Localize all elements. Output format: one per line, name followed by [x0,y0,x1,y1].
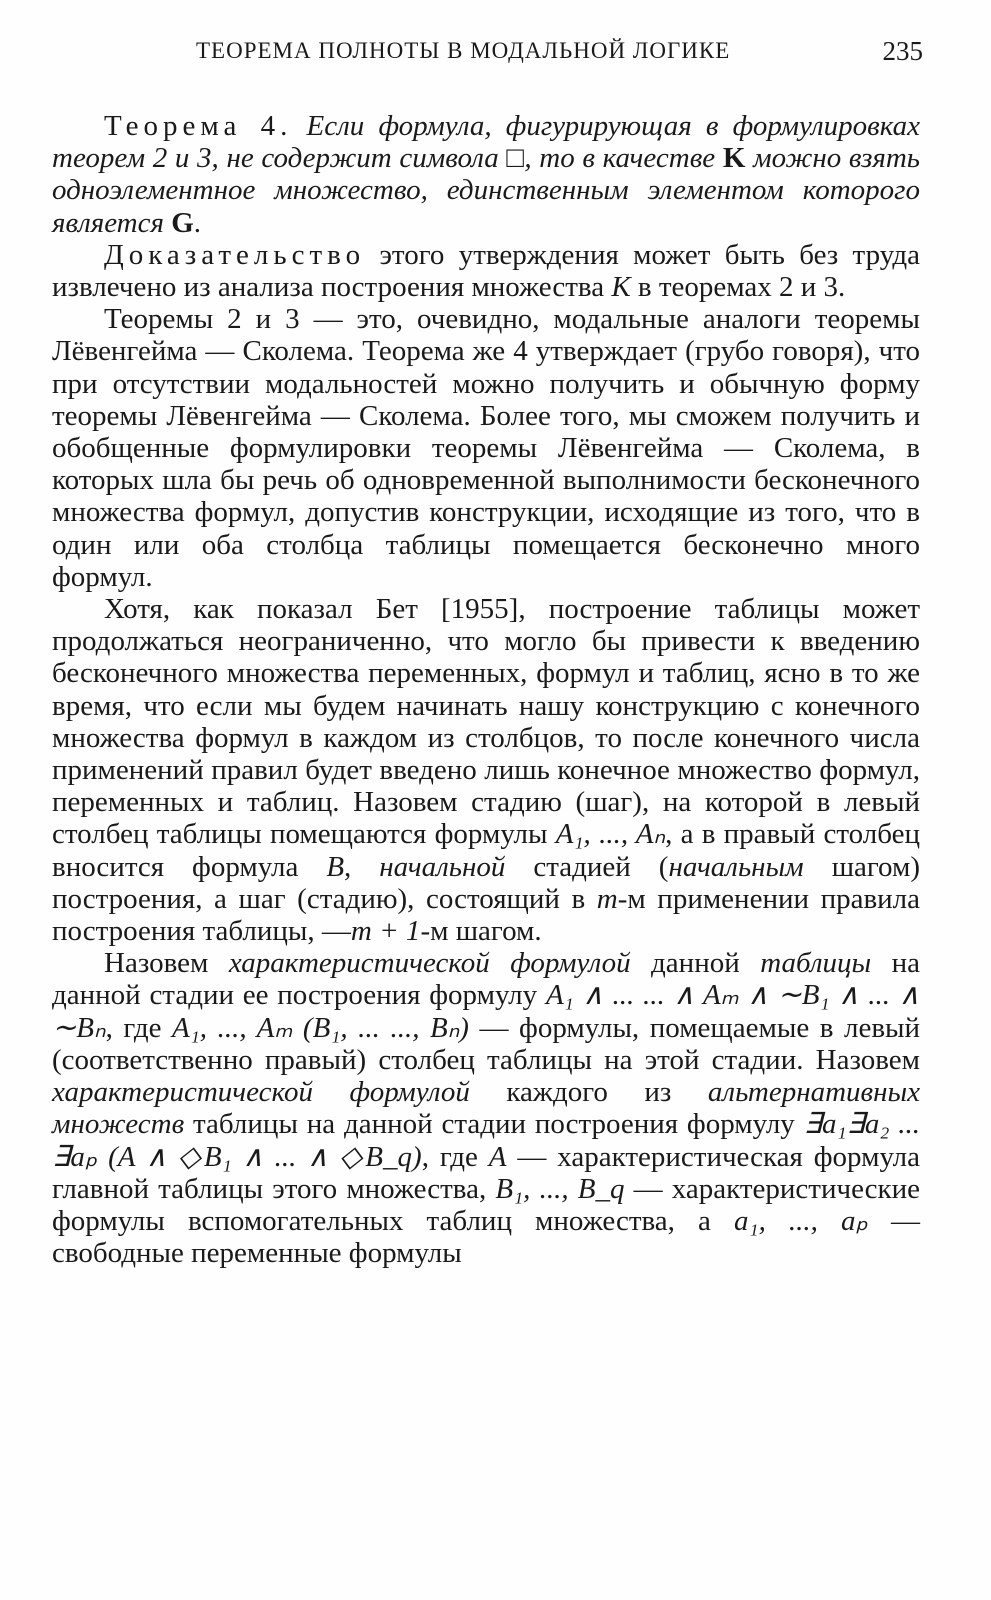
formula-a-list: A₁, ..., Aₙ [555,818,666,851]
theorem-statement-part2: можно взять одноэлементное множество, единственным элементом которого является [52,142,921,239]
running-title: ТЕОРЕМА ПОЛНОТЫ В МОДАЛЬНОЙ ЛОГИКЕ [196,38,731,63]
body-text [52,110,920,1269]
expression-m-plus-1: m + 1 [350,915,421,948]
theorem-statement-part1: Если формула, фигурирующая в формулировках теорем 2 и 3, не содержит символа □, то в качестве [52,110,920,175]
variable-list: a₁, ..., aₚ [733,1204,868,1237]
theorem-label: Теорема 4. [104,110,293,142]
proof-text-part2: в теоремах 2 и 3. [637,271,846,304]
theorem-4-paragraph: Теорема 4. Если формула, фигурирующая в формулировках теорем 2 и 3, не содержит символа □, то в качестве K можно взять одноэлементное множество, единственным элементом которого является G. [52,110,921,239]
page-header [196,36,923,76]
element-g-symbol: G [171,206,194,239]
beth-paragraph: Хотя, как показал Бет [1955], построение таблицы может продолжаться неограниченно, что могло бы привести к введению бесконечного множества переменных, формул и таблиц, ясно в то же время, что если мы будем начинать нашу конструкцию с конечного множества формул в каждом из столбцов, то после конечного числа применений правил будет введено лишь конечное множество формул, переменных и таблиц. Назовем стадию (шаг), на которой в левый столбец таблицы помещаются формулы A₁, ..., Aₙ, а в правый столбец вносится формула B, начальной стадией (начальным шагом) построения, а шаг (стадию), состоящий в m-м применении правила построения таблицы, —m + 1-м шагом. [52,593,921,948]
proof-text-part1: этого утверждения может быть без труда извлечено из анализа построения множества [52,238,921,304]
formula-b: B [326,850,345,883]
characteristic-formula-paragraph: Назовем характеристической формулой данной таблицы на данной стадии ее построения формулу A₁ ∧ ... ... ∧ Aₘ ∧ ∼B₁ ∧ ... ∧ ∼Bₙ, где A₁, ..., Aₘ (B₁, ... ..., Bₙ) — формулы, помещаемые в левый (соответственно правый) столбец таблицы на этой стадии. Назовем характеристической формулой каждого из альтернативных множеств таблицы на данной стадии построения формулу ∃a₁∃a₂ ... ∃aₚ (A ∧ ◇B₁ ∧ ... ∧ ◇B_q), где A — характеристическая формула главной таблицы этого множества, B₁, ..., B_q — характеристические формулы вспомогательных таблиц множества, а a₁, ..., aₚ — свободные переменные формулы [52,947,921,1270]
conjunction-formula: A₁ ∧ ... ... ∧ Aₘ ∧ ∼B₁ ∧ ... ∧ ∼Bₙ [52,979,921,1044]
term-initial-step: начальным [668,850,804,883]
term-alternative-sets: альтернативных множеств [52,1076,921,1141]
formula-b-list: B₁, ..., B_q [495,1172,625,1205]
term-initial-stage: начальной [379,850,506,883]
formula-a: A [488,1140,507,1173]
proof-label: Доказательство [104,238,366,271]
formula-list: A₁, ..., Aₘ (B₁, ... ..., Bₙ) [172,1011,469,1044]
existential-formula: ∃a₁∃a₂ ... ∃aₚ (A ∧ ◇B₁ ∧ ... ∧ ◇B_q) [52,1108,921,1173]
term-characteristic-formula: характеристической формулой [228,947,631,980]
term-characteristic-formula: характеристической формулой [52,1076,470,1109]
page-number: 235 [882,36,923,66]
lowenheim-skolem-paragraph: Теоремы 2 и 3 — это, очевидно, модальные аналоги теоремы Лёвенгейма — Сколема. Теорема же 4 утверждает (грубо говоря), что при отсутствии модальностей можно получить и обычную форму теоремы Лёвенгейма — Сколема. Более того, мы сможем получить и обобщенные формулировки теоремы Лёвенгейма — Сколема, в которых шла бы речь об одновременной выполнимости бесконечного множества формул, допустив конструкции, исходящие из того, что в один или оба столбца таблицы помещается бесконечно много формул. [52,303,920,593]
proof-paragraph [52,239,920,303]
term-table: таблицы [760,947,872,980]
variable-m: m [596,882,618,915]
set-k-symbol: K [611,271,631,304]
set-k-symbol: K [722,142,746,175]
